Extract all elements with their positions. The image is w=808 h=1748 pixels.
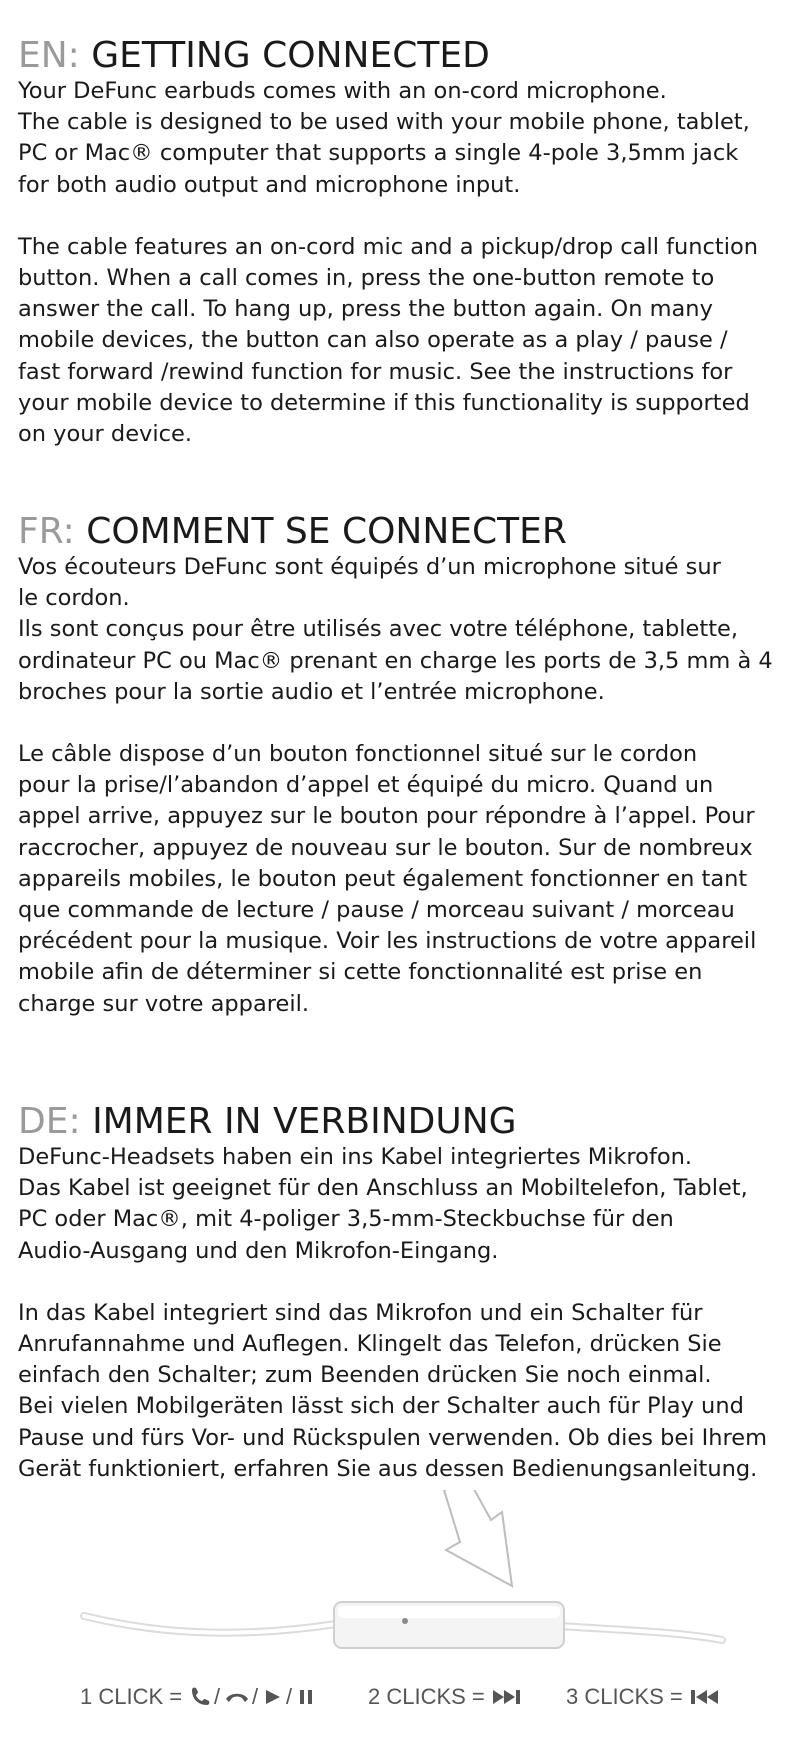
language-code-de: DE: — [18, 1101, 81, 1142]
section-heading-de — [18, 1102, 804, 1142]
pause-icon — [300, 1690, 312, 1704]
hang-up-icon — [226, 1694, 248, 1702]
section-fr — [18, 512, 804, 1020]
paragraph-fr-1: Vos écouteurs DeFunc sont équipés d’un microphone situé sur le cordon. Ils sont conçus pour être utilisés avec votre téléphone, tablette, ordinateur PC ou Mac® prenant en charge les ports de 3,5 mm à 4 broches pour la sortie audio et l’entrée microphone. — [18, 554, 773, 705]
paragraph-de-1: DeFunc-Headsets haben ein ins Kabel integriertes Mikrofon. Das Kabel ist geeignet für den Anschluss an Mobiltelefon, Tablet, PC oder Mac®, mit 4-poliger 3,5-mm-Steckbuchse für den Audio-Ausgang und den Mikrofon-Eingang. — [18, 1144, 748, 1264]
svg-text:/: / — [286, 1685, 293, 1709]
section-heading-en — [18, 36, 804, 76]
click-legend — [0, 1678, 808, 1718]
svg-text:/: / — [214, 1685, 221, 1709]
section-title-fr: COMMENT SE CONNECTER — [86, 511, 567, 552]
paragraph-de-2: In das Kabel integriert sind das Mikrofon und ein Schalter für Anrufannahme und Auflegen. Klingelt das Telefon, drücken Sie einfach den Schalter; zum Beenden drücken Sie noch einmal. Bei vielen Mobilgeräten lässt sich der Schalter auch für Play und Pause und fürs Vor- und Rückspulen verwenden. Ob dies bei Ihrem Gerät funktioniert, erfahren Sie aus dessen Bedienungsanleitung. — [18, 1299, 768, 1482]
svg-text:/: / — [252, 1685, 259, 1709]
legend-three-clicks-label: 3 CLICKS = — [566, 1684, 683, 1709]
inline-remote-icon — [334, 1602, 564, 1648]
paragraph-en-1: Your DeFunc earbuds comes with an on-cord microphone. The cable is designed to be used with your mobile phone, tablet, PC or Mac® computer that supports a single 4-pole 3,5mm jack for both audio output and microphone input. — [18, 78, 750, 198]
section-en — [18, 36, 804, 450]
paragraph-fr-2: Le câble dispose d’un bouton fonctionnel situé sur le cordon pour la prise/l’abandon d’appel et équipé du micro. Quand un appel arrive, appuyez sur le bouton pour répondre à l’appel. Pour raccrocher, appuyez de nouveau sur le bouton. Sur de nombreux appareils mobiles, le bouton peut également fonctionner en tant que commande de lecture / pause / morceau suivant / morceau précédent pour la musique. Voir les instructions de votre appareil mobile afin de déterminer si cette fonctionnalité est prise en charge sur votre appareil. — [18, 741, 757, 1017]
section-title-en: GETTING CONNECTED — [91, 35, 490, 76]
legend-two-clicks-label: 2 CLICKS = — [368, 1684, 485, 1709]
one-click-icons — [188, 1685, 338, 1709]
language-code-en: EN: — [18, 35, 80, 76]
down-arrow-icon — [444, 1490, 512, 1586]
section-title-de: IMMER IN VERBINDUNG — [92, 1101, 517, 1142]
rewind-icon — [689, 1685, 725, 1709]
section-heading-fr — [18, 512, 804, 552]
legend-two-clicks — [368, 1684, 527, 1710]
section-de — [18, 1102, 804, 1485]
fast-forward-icon — [491, 1685, 527, 1709]
play-icon — [266, 1690, 280, 1704]
legend-one-click-label: 1 CLICK = — [80, 1684, 183, 1709]
paragraph-en-2: The cable features an on-cord mic and a pickup/drop call function button. When a call comes in, press the one-button remote to answer the call. To hang up, press the button again. On many mobile devices, the button can also operate as a play / pause / fast forward /rewind function for music. See the instructions for your mobile device to determine if this functionality is supported on your device. — [18, 233, 759, 448]
language-code-fr: FR: — [18, 511, 75, 552]
legend-one-click — [80, 1684, 338, 1710]
microphone-hole — [402, 1618, 408, 1624]
phone-answer-icon — [192, 1688, 209, 1705]
legend-three-clicks — [566, 1684, 725, 1710]
